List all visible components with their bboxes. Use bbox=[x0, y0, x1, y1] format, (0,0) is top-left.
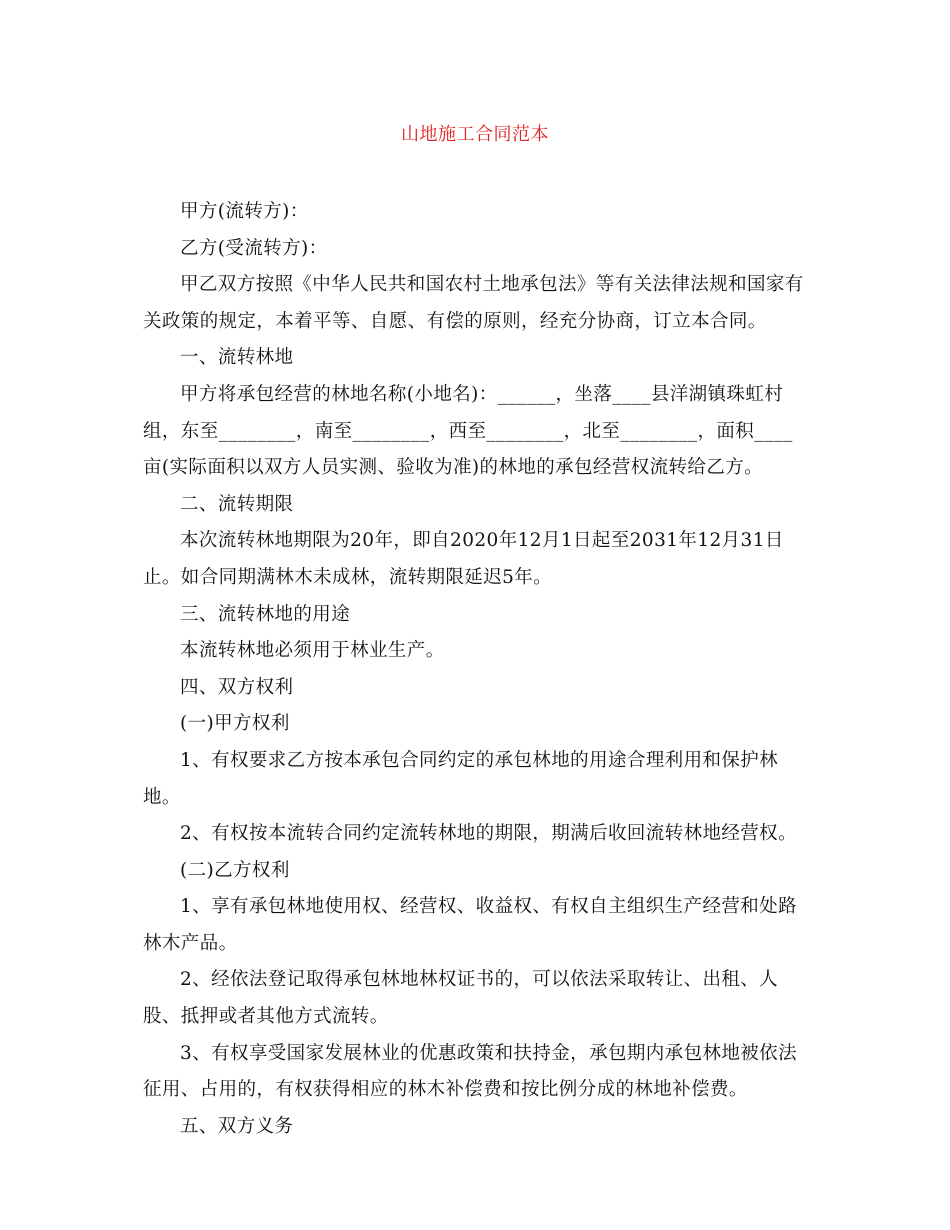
clause-party-b-right-2: 2、经依法登记取得承包林地林权证书的，可以依法采取转让、出租、人股、抵押或者其他方式流转。 bbox=[143, 969, 779, 1028]
section-heading-4: 四、双方权利 bbox=[180, 676, 294, 698]
clause-party-b-right-1: 1、享有承包林地使用权、经营权、收益权、有权自主组织生产经营和处路林木产品。 bbox=[143, 896, 797, 954]
paragraph-term: 本次流转林地期限为20年，即自2020年12月1日起至2031年12月31日止。如合同期满林木未成林，流转期限延迟5年。 bbox=[143, 530, 784, 588]
section-heading-5: 五、双方义务 bbox=[180, 1115, 294, 1137]
document-title: 山地施工合同范本 bbox=[401, 124, 549, 145]
subsection-heading-party-b-rights: (二)乙方权利 bbox=[180, 859, 290, 881]
paragraph-land-use: 本流转林地必须用于林业生产。 bbox=[180, 640, 445, 662]
clause-party-a-right-1: 1、有权要求乙方按本承包合同约定的承包林地的用途合理利用和保护林地。 bbox=[143, 749, 779, 808]
section-heading-1: 一、流转林地 bbox=[180, 347, 294, 369]
paragraph-party-b: 乙方(受流转方)： bbox=[180, 237, 328, 259]
section-heading-2: 二、流转期限 bbox=[180, 493, 294, 515]
paragraph-party-a: 甲方(流转方)： bbox=[180, 201, 309, 222]
paragraph-land-details: 甲方将承包经营的林地名称(小地名)：______，坐落____县洋湖镇珠虹村组，东至________，南至________，西至________，北至________，面积____亩(实际面积以双方人员实测、验收为准)的林地的承包经营权流转给乙方。 bbox=[143, 383, 793, 479]
section-heading-3: 三、流转林地的用途 bbox=[180, 603, 351, 625]
clause-party-b-right-3: 3、有权享受国家发展林业的优惠政策和扶持金，承包期内承包林地被依法征用、占用的，有权获得相应的林木补偿费和按比例分成的林地补偿费。 bbox=[143, 1042, 797, 1101]
clause-party-a-right-2: 2、有权按本流转合同约定流转林地的期限，期满后收回流转林地经营权。 bbox=[180, 823, 797, 845]
paragraph-preamble: 甲乙双方按照《中华人民共和国农村土地承包法》等有关法律法规和国家有关政策的规定，本着平等、自愿、有偿的原则，经充分协商，订立本合同。 bbox=[143, 274, 804, 332]
subsection-heading-party-a-rights: (一)甲方权利 bbox=[180, 713, 290, 735]
document-body bbox=[143, 194, 808, 1145]
